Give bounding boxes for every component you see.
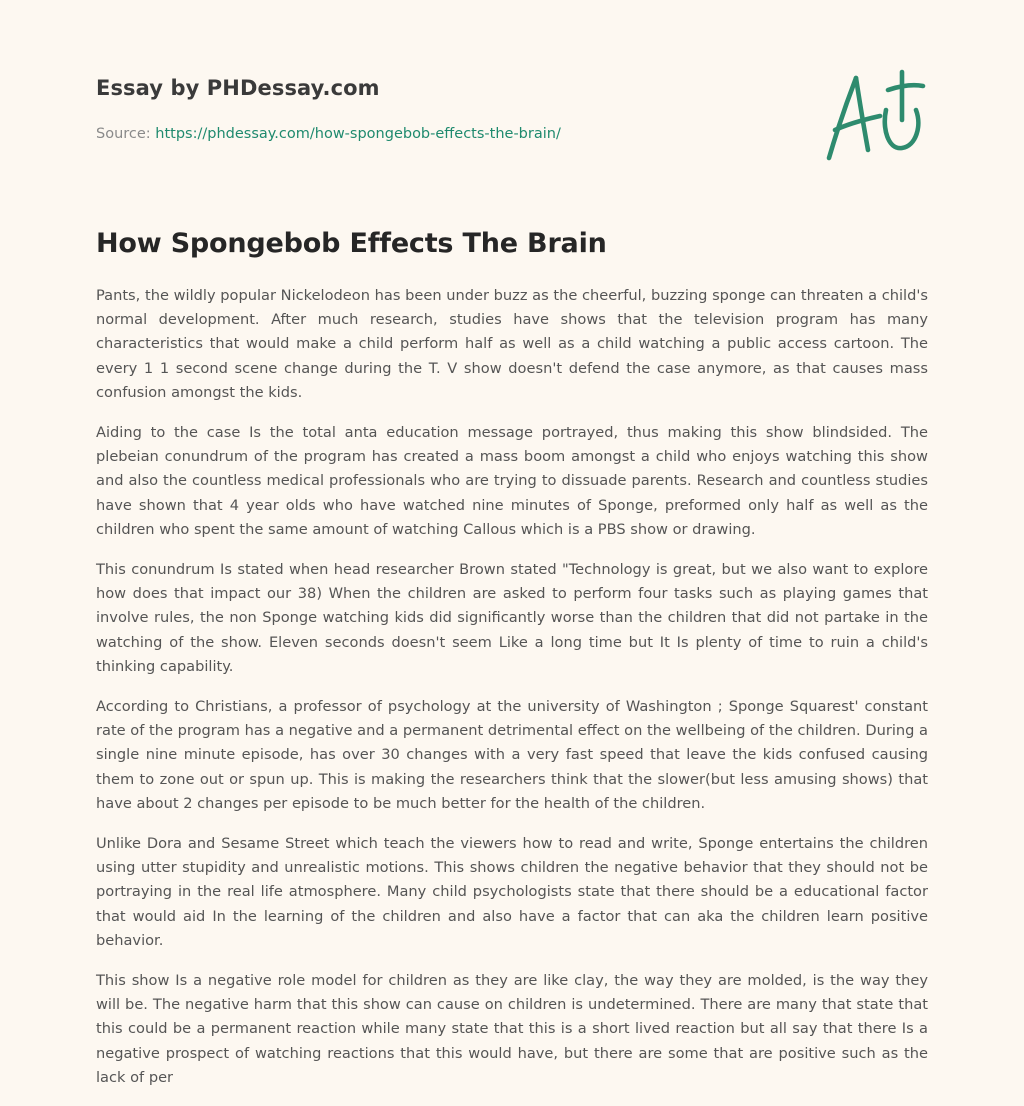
essay-paragraph: According to Christians, a professor of psychology at the university of Washington ; Sponge Squarest' constant rate of the program has a negative and a permanent detrimental effect on the wellbeing of the children. During a single nine minute episode, has over 30 changes with a very fast speed that leave the kids confused causing them to zone out or spun up. This is making the researchers think that the slower(but less amusing shows) that have about 2 changes per episode to be much better for the health of the children. <box>96 698 928 812</box>
a-plus-grade-icon <box>822 66 932 166</box>
source-link[interactable]: https://phdessay.com/how-spongebob-effects-the-brain/ <box>155 126 561 142</box>
essay-paragraph: Pants, the wildly popular Nickelodeon has been under buzz as the cheerful, buzzing sponge can threaten a child's normal development. After much research, studies have shows that the television program has many characteristics that would make a child perform half as well as a child watching a public access cartoon. The every 1 1 second scene change during the T. V show doesn't defend the case anymore, as that causes mass confusion amongst the kids. <box>96 287 928 401</box>
essay-paragraph: Aiding to the case Is the total anta education message portrayed, thus making this show blindsided. The plebeian conundrum of the program has created a mass boom amongst a child who enjoys watching this show and also the countless medical professionals who are trying to dissuade parents. Research and countless studies have shown that 4 year olds who have watched nine minutes of Sponge, preformed only half as well as the children who spent the same amount of watching Callous which is a PBS show or drawing. <box>96 424 928 538</box>
essay-paragraph: This conundrum Is stated when head researcher Brown stated "Technology is great, but we also want to explore how does that impact our 38) When the children are asked to perform four tasks such as playing games that involve rules, the non Sponge watching kids did significantly worse than the children that did not partake in the watching of the show. Eleven seconds doesn't seem Like a long time but It Is plenty of time to ruin a child's thinking capability. <box>96 561 928 675</box>
source-line <box>96 126 796 142</box>
source-label: Source: <box>96 126 156 142</box>
essay-paragraph: This show Is a negative role model for children as they are like clay, the way they are molded, is the way they will be. The negative harm that this show can cause on children is undetermined. There are many that state that this could be a permanent reaction while many state that this is a short lived reaction but all say that there Is a negative prospect of watching reactions that this would have, but there are some that are positive such as the lack of per <box>96 972 928 1086</box>
essay-paragraph: Unlike Dora and Sesame Street which teach the viewers how to read and write, Sponge entertains the children using utter stupidity and unrealistic motions. This shows children the negative behavior that they should not be portraying in the real life atmosphere. Many child psychologists state that there should be a educational factor that would aid In the learning of the children and also have a factor that can aka the children learn positive behavior. <box>96 835 928 949</box>
brand-title: Essay by PHDessay.com <box>96 76 380 100</box>
essay-body <box>96 284 928 1106</box>
essay-title: How Spongebob Effects The Brain <box>96 228 607 259</box>
page-header <box>96 76 796 142</box>
